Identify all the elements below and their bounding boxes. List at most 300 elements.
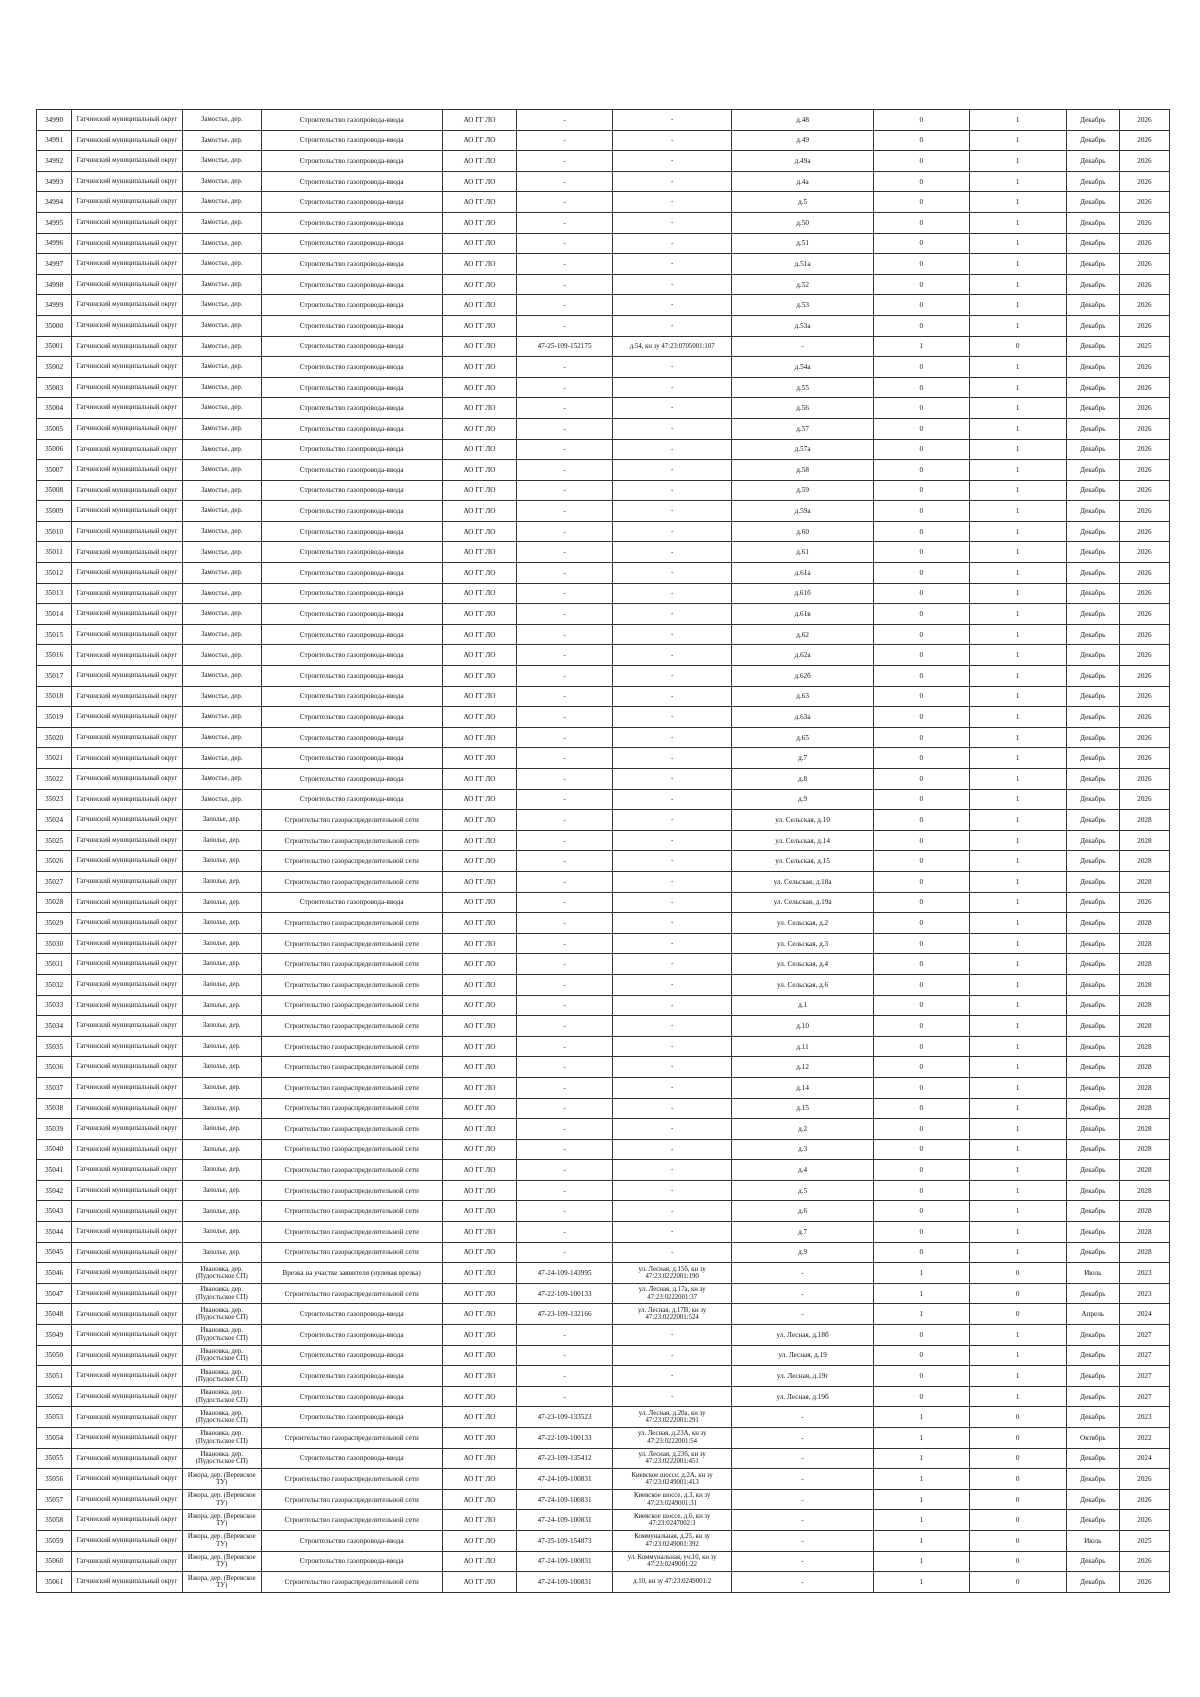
value-b-cell: 1	[969, 1057, 1066, 1078]
year-cell: 2028	[1119, 933, 1169, 954]
settlement-cell: Замостье, дер.	[182, 151, 261, 172]
organization-cell: АО ГГ ЛО	[442, 1139, 517, 1160]
organization-cell: АО ГГ ЛО	[442, 254, 517, 275]
value-b-cell: 1	[969, 871, 1066, 892]
address-cadastral-cell: -	[613, 1098, 732, 1119]
address-cadastral-cell: -	[613, 995, 732, 1016]
application-number-cell: -	[517, 1325, 613, 1346]
municipality-cell: Гатчинский муниципальный округ	[72, 563, 183, 584]
year-cell: 2028	[1119, 851, 1169, 872]
year-cell: 2026	[1119, 274, 1169, 295]
row-number-cell: 35050	[37, 1345, 72, 1366]
work-type-cell: Строительство газопровода-ввода	[261, 1530, 442, 1551]
address-cadastral-cell: -	[613, 810, 732, 831]
value-b-cell: 1	[969, 954, 1066, 975]
municipality-cell: Гатчинский муниципальный округ	[72, 1283, 183, 1304]
value-b-cell: 1	[969, 748, 1066, 769]
address-cell: -	[732, 1469, 874, 1490]
address-cell: д.52	[732, 274, 874, 295]
address-cell: д.63	[732, 686, 874, 707]
address-cell: -	[732, 1407, 874, 1428]
value-a-cell: 0	[873, 1016, 969, 1037]
table-row	[37, 1428, 1170, 1449]
address-cell: -	[732, 1489, 874, 1510]
organization-cell: АО ГГ ЛО	[442, 1098, 517, 1119]
year-cell: 2026	[1119, 1469, 1169, 1490]
settlement-cell: Замостье, дер.	[182, 686, 261, 707]
settlement-cell: Заполье, дер.	[182, 995, 261, 1016]
address-cell: д.1	[732, 995, 874, 1016]
year-cell: 2026	[1119, 110, 1169, 131]
application-number-cell: 47-23-109-132166	[517, 1304, 613, 1325]
value-b-cell: 1	[969, 1077, 1066, 1098]
address-cadastral-cell: -	[613, 851, 732, 872]
year-cell: 2026	[1119, 418, 1169, 439]
value-a-cell: 0	[873, 748, 969, 769]
table-row	[37, 624, 1170, 645]
settlement-cell: Заполье, дер.	[182, 1036, 261, 1057]
table-row	[37, 1098, 1170, 1119]
value-a-cell: 0	[873, 171, 969, 192]
settlement-cell: Ижора, дер. (Веревское ТУ)	[182, 1530, 261, 1551]
row-number-cell: 35039	[37, 1119, 72, 1140]
table-row	[37, 789, 1170, 810]
table-row	[37, 501, 1170, 522]
value-b-cell: 0	[969, 1407, 1066, 1428]
application-number-cell: -	[517, 1057, 613, 1078]
year-cell: 2028	[1119, 1098, 1169, 1119]
application-number-cell: -	[517, 1201, 613, 1222]
application-number-cell: -	[517, 1386, 613, 1407]
year-cell: 2026	[1119, 1510, 1169, 1531]
application-number-cell: -	[517, 1160, 613, 1181]
year-cell: 2026	[1119, 521, 1169, 542]
value-a-cell: 1	[873, 1572, 969, 1593]
work-type-cell: Строительство газопровода-ввода	[261, 357, 442, 378]
year-cell: 2028	[1119, 995, 1169, 1016]
month-cell: Декабрь	[1066, 748, 1119, 769]
month-cell: Декабрь	[1066, 583, 1119, 604]
value-b-cell: 1	[969, 645, 1066, 666]
value-a-cell: 0	[873, 1201, 969, 1222]
value-a-cell: 1	[873, 1469, 969, 1490]
organization-cell: АО ГГ ЛО	[442, 274, 517, 295]
value-a-cell: 0	[873, 212, 969, 233]
table-row	[37, 1304, 1170, 1325]
month-cell: Декабрь	[1066, 501, 1119, 522]
municipality-cell: Гатчинский муниципальный округ	[72, 1036, 183, 1057]
value-b-cell: 1	[969, 542, 1066, 563]
address-cell: д.61а	[732, 563, 874, 584]
municipality-cell: Гатчинский муниципальный округ	[72, 212, 183, 233]
application-number-cell: -	[517, 110, 613, 131]
organization-cell: АО ГГ ЛО	[442, 1242, 517, 1263]
table-row	[37, 1139, 1170, 1160]
table-row	[37, 1386, 1170, 1407]
year-cell: 2026	[1119, 645, 1169, 666]
address-cadastral-cell: -	[613, 892, 732, 913]
month-cell: Декабрь	[1066, 418, 1119, 439]
organization-cell: АО ГГ ЛО	[442, 1119, 517, 1140]
table-row	[37, 295, 1170, 316]
year-cell: 2024	[1119, 1448, 1169, 1469]
value-a-cell: 0	[873, 233, 969, 254]
table-row	[37, 871, 1170, 892]
organization-cell: АО ГГ ЛО	[442, 974, 517, 995]
settlement-cell: Заполье, дер.	[182, 1077, 261, 1098]
address-cadastral-cell: -	[613, 707, 732, 728]
settlement-cell: Замостье, дер.	[182, 583, 261, 604]
value-a-cell: 0	[873, 295, 969, 316]
work-type-cell: Строительство газопровода-ввода	[261, 254, 442, 275]
municipality-cell: Гатчинский муниципальный округ	[72, 974, 183, 995]
settlement-cell: Ивановка, дер. (Пудостьское СП)	[182, 1407, 261, 1428]
settlement-cell: Заполье, дер.	[182, 1139, 261, 1160]
table-row	[37, 480, 1170, 501]
value-a-cell: 0	[873, 254, 969, 275]
month-cell: Декабрь	[1066, 1407, 1119, 1428]
municipality-cell: Гатчинский муниципальный округ	[72, 645, 183, 666]
year-cell: 2024	[1119, 1304, 1169, 1325]
work-type-cell: Строительство газопровода-ввода	[261, 583, 442, 604]
address-cell: ул. Сельская, д.19а	[732, 892, 874, 913]
value-b-cell: 1	[969, 686, 1066, 707]
month-cell: Декабрь	[1066, 1469, 1119, 1490]
address-cadastral-cell: -	[613, 1119, 732, 1140]
address-cadastral-cell: -	[613, 315, 732, 336]
municipality-cell: Гатчинский муниципальный округ	[72, 357, 183, 378]
settlement-cell: Замостье, дер.	[182, 480, 261, 501]
month-cell: Декабрь	[1066, 1489, 1119, 1510]
month-cell: Декабрь	[1066, 563, 1119, 584]
municipality-cell: Гатчинский муниципальный округ	[72, 1119, 183, 1140]
table-row	[37, 1119, 1170, 1140]
municipality-cell: Гатчинский муниципальный округ	[72, 810, 183, 831]
address-cell: -	[732, 336, 874, 357]
table-row	[37, 851, 1170, 872]
year-cell: 2026	[1119, 377, 1169, 398]
value-a-cell: 0	[873, 130, 969, 151]
settlement-cell: Ижора, дер. (Веревское ТУ)	[182, 1572, 261, 1593]
address-cell: ул. Сельская, д.4	[732, 954, 874, 975]
address-cell: д.61в	[732, 604, 874, 625]
value-b-cell: 1	[969, 110, 1066, 131]
application-number-cell: -	[517, 563, 613, 584]
organization-cell: АО ГГ ЛО	[442, 810, 517, 831]
organization-cell: АО ГГ ЛО	[442, 377, 517, 398]
month-cell: Декабрь	[1066, 460, 1119, 481]
value-a-cell: 0	[873, 480, 969, 501]
settlement-cell: Заполье, дер.	[182, 1160, 261, 1181]
settlement-cell: Замостье, дер.	[182, 624, 261, 645]
row-number-cell: 35047	[37, 1283, 72, 1304]
work-type-cell: Строительство газопровода-ввода	[261, 418, 442, 439]
table-row	[37, 130, 1170, 151]
address-cell: д.9	[732, 1242, 874, 1263]
settlement-cell: Замостье, дер.	[182, 274, 261, 295]
year-cell: 2026	[1119, 192, 1169, 213]
municipality-cell: Гатчинский муниципальный округ	[72, 1057, 183, 1078]
month-cell: Декабрь	[1066, 604, 1119, 625]
application-number-cell: -	[517, 192, 613, 213]
value-b-cell: 1	[969, 254, 1066, 275]
address-cell: ул. Лесная, д.19	[732, 1345, 874, 1366]
month-cell: Декабрь	[1066, 1160, 1119, 1181]
address-cell: д.57	[732, 418, 874, 439]
table-row	[37, 830, 1170, 851]
row-number-cell: 35026	[37, 851, 72, 872]
value-a-cell: 0	[873, 789, 969, 810]
address-cell: д.5	[732, 192, 874, 213]
month-cell: Декабрь	[1066, 933, 1119, 954]
municipality-cell: Гатчинский муниципальный округ	[72, 130, 183, 151]
municipality-cell: Гатчинский муниципальный округ	[72, 274, 183, 295]
value-b-cell: 1	[969, 707, 1066, 728]
work-type-cell: Строительство газопровода-ввода	[261, 1407, 442, 1428]
work-type-cell: Строительство газораспределительной сети	[261, 830, 442, 851]
address-cell: д.8	[732, 769, 874, 790]
settlement-cell: Ивановка, дер. (Пудостьское СП)	[182, 1428, 261, 1449]
application-number-cell: -	[517, 1077, 613, 1098]
row-number-cell: 35061	[37, 1572, 72, 1593]
address-cell: д.59	[732, 480, 874, 501]
year-cell: 2028	[1119, 1119, 1169, 1140]
application-number-cell: -	[517, 707, 613, 728]
work-type-cell: Строительство газораспределительной сети	[261, 1057, 442, 1078]
work-type-cell: Строительство газопровода-ввода	[261, 110, 442, 131]
value-a-cell: 0	[873, 1057, 969, 1078]
year-cell: 2026	[1119, 624, 1169, 645]
municipality-cell: Гатчинский муниципальный округ	[72, 1242, 183, 1263]
value-b-cell: 1	[969, 1242, 1066, 1263]
table-row	[37, 1077, 1170, 1098]
application-number-cell: -	[517, 666, 613, 687]
month-cell: Декабрь	[1066, 1551, 1119, 1572]
settlement-cell: Ивановка, дер. (Пудостьское СП)	[182, 1345, 261, 1366]
month-cell: Декабрь	[1066, 171, 1119, 192]
row-number-cell: 34990	[37, 110, 72, 131]
value-a-cell: 0	[873, 871, 969, 892]
row-number-cell: 35038	[37, 1098, 72, 1119]
value-a-cell: 1	[873, 1428, 969, 1449]
table-row	[37, 1201, 1170, 1222]
municipality-cell: Гатчинский муниципальный округ	[72, 336, 183, 357]
municipality-cell: Гатчинский муниципальный округ	[72, 439, 183, 460]
settlement-cell: Заполье, дер.	[182, 1201, 261, 1222]
organization-cell: АО ГГ ЛО	[442, 439, 517, 460]
work-type-cell: Строительство газопровода-ввода	[261, 686, 442, 707]
value-a-cell: 0	[873, 707, 969, 728]
table-row	[37, 810, 1170, 831]
row-number-cell: 35000	[37, 315, 72, 336]
month-cell: Декабрь	[1066, 1180, 1119, 1201]
address-cadastral-cell: -	[613, 1345, 732, 1366]
address-cell: д.4	[732, 1160, 874, 1181]
year-cell: 2026	[1119, 686, 1169, 707]
month-cell: Декабрь	[1066, 892, 1119, 913]
settlement-cell: Замостье, дер.	[182, 789, 261, 810]
value-a-cell: 0	[873, 1345, 969, 1366]
value-a-cell: 0	[873, 1077, 969, 1098]
settlement-cell: Замостье, дер.	[182, 254, 261, 275]
value-b-cell: 1	[969, 1180, 1066, 1201]
municipality-cell: Гатчинский муниципальный округ	[72, 1139, 183, 1160]
address-cadastral-cell: Киевское шоссе, д.2А, кн зу 47:23:0249001:413	[613, 1469, 732, 1490]
address-cell: -	[732, 1304, 874, 1325]
row-number-cell: 35023	[37, 789, 72, 810]
value-a-cell: 1	[873, 1304, 969, 1325]
application-number-cell: -	[517, 254, 613, 275]
value-a-cell: 0	[873, 192, 969, 213]
municipality-cell: Гатчинский муниципальный округ	[72, 995, 183, 1016]
application-number-cell: -	[517, 995, 613, 1016]
row-number-cell: 35022	[37, 769, 72, 790]
month-cell: Декабрь	[1066, 233, 1119, 254]
work-type-cell: Строительство газопровода-ввода	[261, 212, 442, 233]
work-type-cell: Строительство газопровода-ввода	[261, 336, 442, 357]
month-cell: Декабрь	[1066, 830, 1119, 851]
municipality-cell: Гатчинский муниципальный округ	[72, 707, 183, 728]
organization-cell: АО ГГ ЛО	[442, 1036, 517, 1057]
table-row	[37, 769, 1170, 790]
value-b-cell: 1	[969, 192, 1066, 213]
value-b-cell: 1	[969, 1160, 1066, 1181]
address-cadastral-cell: -	[613, 727, 732, 748]
organization-cell: АО ГГ ЛО	[442, 789, 517, 810]
value-a-cell: 0	[873, 1222, 969, 1243]
row-number-cell: 35028	[37, 892, 72, 913]
organization-cell: АО ГГ ЛО	[442, 1057, 517, 1078]
address-cell: д.9	[732, 789, 874, 810]
address-cadastral-cell: -	[613, 439, 732, 460]
organization-cell: АО ГГ ЛО	[442, 171, 517, 192]
municipality-cell: Гатчинский муниципальный округ	[72, 1386, 183, 1407]
application-number-cell: -	[517, 398, 613, 419]
month-cell: Декабрь	[1066, 1077, 1119, 1098]
address-cadastral-cell: -	[613, 521, 732, 542]
application-number-cell: 47-23-109-133523	[517, 1407, 613, 1428]
value-b-cell: 1	[969, 460, 1066, 481]
value-a-cell: 0	[873, 542, 969, 563]
address-cell: -	[732, 1572, 874, 1593]
application-number-cell: 47-25-109-154873	[517, 1530, 613, 1551]
application-number-cell: -	[517, 810, 613, 831]
application-number-cell: 47-24-109-100831	[517, 1572, 613, 1593]
application-number-cell: -	[517, 913, 613, 934]
organization-cell: АО ГГ ЛО	[442, 1304, 517, 1325]
address-cell: д.11	[732, 1036, 874, 1057]
settlement-cell: Замостье, дер.	[182, 130, 261, 151]
municipality-cell: Гатчинский муниципальный округ	[72, 501, 183, 522]
table-row	[37, 1469, 1170, 1490]
year-cell: 2026	[1119, 789, 1169, 810]
year-cell: 2026	[1119, 254, 1169, 275]
municipality-cell: Гатчинский муниципальный округ	[72, 1016, 183, 1037]
month-cell: Декабрь	[1066, 130, 1119, 151]
municipality-cell: Гатчинский муниципальный округ	[72, 583, 183, 604]
value-b-cell: 1	[969, 1345, 1066, 1366]
value-a-cell: 0	[873, 1386, 969, 1407]
table-row	[37, 748, 1170, 769]
year-cell: 2028	[1119, 1160, 1169, 1181]
settlement-cell: Заполье, дер.	[182, 1180, 261, 1201]
row-number-cell: 35025	[37, 830, 72, 851]
table-row	[37, 315, 1170, 336]
row-number-cell: 35052	[37, 1386, 72, 1407]
month-cell: Декабрь	[1066, 974, 1119, 995]
row-number-cell: 34993	[37, 171, 72, 192]
organization-cell: АО ГГ ЛО	[442, 336, 517, 357]
organization-cell: АО ГГ ЛО	[442, 1325, 517, 1346]
settlement-cell: Замостье, дер.	[182, 377, 261, 398]
settlement-cell: Заполье, дер.	[182, 810, 261, 831]
settlement-cell: Замостье, дер.	[182, 769, 261, 790]
settlement-cell: Заполье, дер.	[182, 913, 261, 934]
settlement-cell: Заполье, дер.	[182, 954, 261, 975]
municipality-cell: Гатчинский муниципальный округ	[72, 789, 183, 810]
value-b-cell: 0	[969, 1510, 1066, 1531]
address-cadastral-cell: -	[613, 1222, 732, 1243]
month-cell: Декабрь	[1066, 377, 1119, 398]
table-row	[37, 645, 1170, 666]
application-number-cell: -	[517, 933, 613, 954]
organization-cell: АО ГГ ЛО	[442, 954, 517, 975]
month-cell: Декабрь	[1066, 1139, 1119, 1160]
address-cadastral-cell: -	[613, 460, 732, 481]
organization-cell: АО ГГ ЛО	[442, 851, 517, 872]
table-row	[37, 439, 1170, 460]
work-type-cell: Строительство газопровода-ввода	[261, 707, 442, 728]
value-b-cell: 0	[969, 336, 1066, 357]
application-number-cell: -	[517, 604, 613, 625]
organization-cell: АО ГГ ЛО	[442, 666, 517, 687]
table-row	[37, 1530, 1170, 1551]
month-cell: Декабрь	[1066, 789, 1119, 810]
row-number-cell: 35048	[37, 1304, 72, 1325]
organization-cell: АО ГГ ЛО	[442, 1386, 517, 1407]
work-type-cell: Строительство газопровода-ввода	[261, 892, 442, 913]
application-number-cell: -	[517, 830, 613, 851]
year-cell: 2026	[1119, 501, 1169, 522]
address-cell: д.61б	[732, 583, 874, 604]
address-cadastral-cell: -	[613, 974, 732, 995]
row-number-cell: 35032	[37, 974, 72, 995]
municipality-cell: Гатчинский муниципальный округ	[72, 871, 183, 892]
municipality-cell: Гатчинский муниципальный округ	[72, 748, 183, 769]
value-a-cell: 0	[873, 1366, 969, 1387]
work-type-cell: Строительство газопровода-ввода	[261, 377, 442, 398]
value-b-cell: 1	[969, 933, 1066, 954]
application-number-cell: 47-22-109-100133	[517, 1428, 613, 1449]
row-number-cell: 35035	[37, 1036, 72, 1057]
month-cell: Декабрь	[1066, 995, 1119, 1016]
month-cell: Декабрь	[1066, 666, 1119, 687]
month-cell: Декабрь	[1066, 1119, 1119, 1140]
address-cell: д.6	[732, 1201, 874, 1222]
month-cell: Декабрь	[1066, 954, 1119, 975]
address-cell: ул. Лесная, д.19б	[732, 1386, 874, 1407]
value-b-cell: 1	[969, 357, 1066, 378]
value-a-cell: 0	[873, 398, 969, 419]
table-row	[37, 1325, 1170, 1346]
work-type-cell: Строительство газораспределительной сети	[261, 1510, 442, 1531]
value-b-cell: 0	[969, 1283, 1066, 1304]
row-number-cell: 35046	[37, 1263, 72, 1284]
address-cadastral-cell: -	[613, 357, 732, 378]
value-b-cell: 1	[969, 727, 1066, 748]
document-page	[36, 109, 1170, 1593]
value-a-cell: 1	[873, 1407, 969, 1428]
